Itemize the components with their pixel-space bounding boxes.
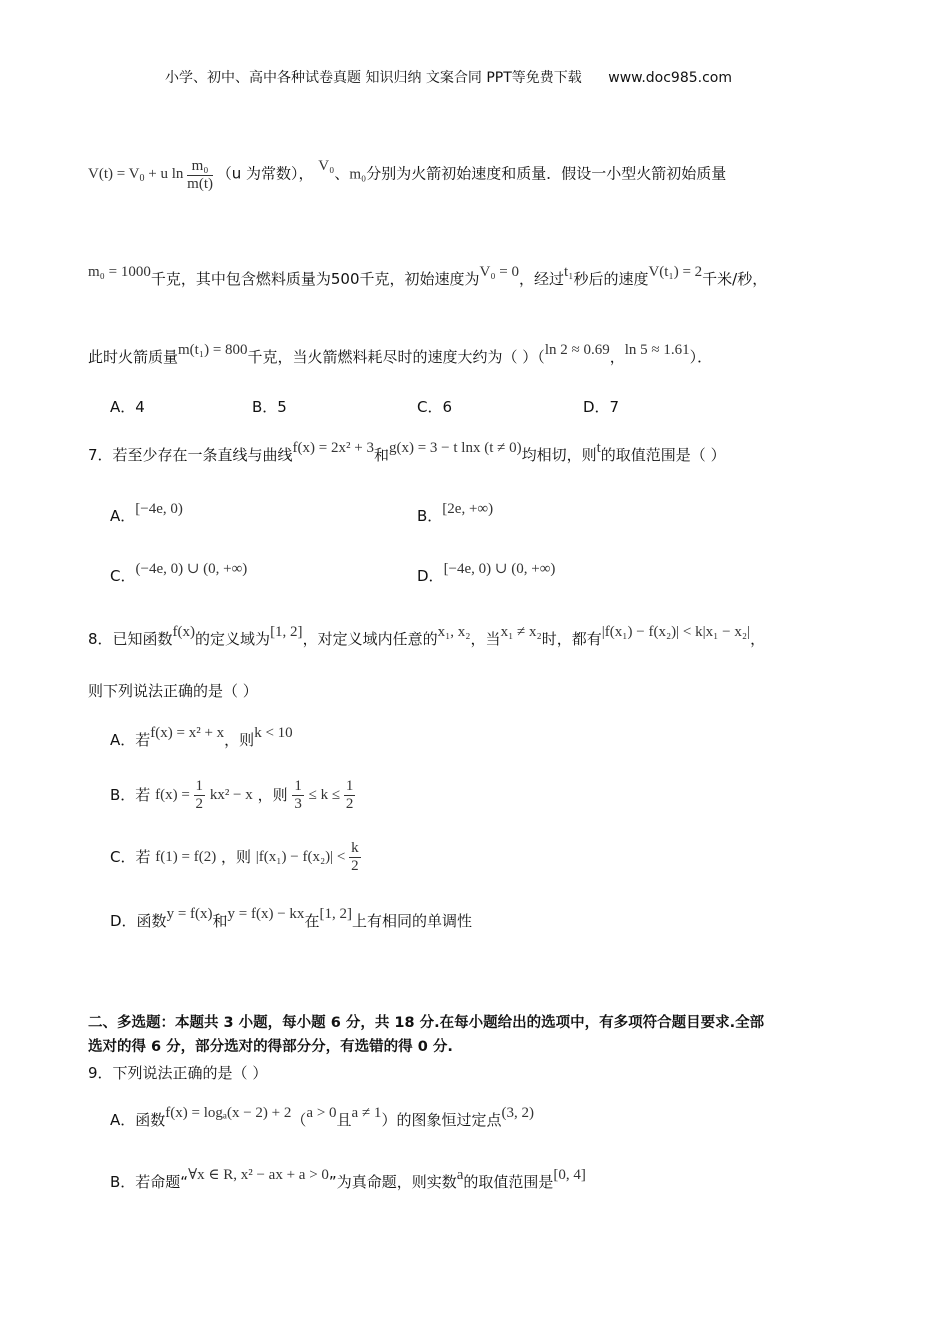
q8-stem-2: 则下列说法正确的是（ ） bbox=[88, 682, 258, 700]
q6-option-d: D．7 bbox=[583, 398, 620, 416]
header-url: www.doc985.com bbox=[608, 70, 732, 86]
q6-line-1: $V(t) = V_0 + u$ ln $\frac{\text{m₀}}{m(t)}$ （u 为常数）， V₀、m₀分别为火箭初始速度和质量．假设一小型火箭初始质量 bbox=[88, 158, 727, 192]
k-half-fraction: $\frac{k}{2}$ bbox=[351, 840, 359, 874]
q8-option-d: D．函数y = f(x)和y = f(x) − kx在[1, 2]上有相同的单调性 bbox=[110, 906, 472, 930]
q9-option-a: A．函数f(x) = logₐ(x − 2) + 2（a > 0且a ≠ 1）的图象恒过定点(3, 2) bbox=[110, 1105, 534, 1129]
velocity-formula: $V(t) = V_0 + u$ ln $\frac{\text{m₀}}{m(t)}$ bbox=[88, 158, 213, 192]
q6-line-3: 此时火箭质量m(t₁) = 800千克，当火箭燃料耗尽时的速度大约为（ ）（ln 2 ≈ 0.69，ln 5 ≈ 1.61）． bbox=[88, 342, 713, 366]
q6-line-2: m₀ = 1000千克，其中包含燃料质量为500千克，初始速度为V₀ = 0，经过t₁秒后的速度V(t₁) = 2千米/秒， bbox=[88, 264, 768, 288]
half-fraction: $\frac{1}{2}$ bbox=[195, 778, 204, 812]
section-2-heading: 二、多选题：本题共 3 小题，每小题 6 分，共 18 分.在每小题给出的选项中，有多项符合题目要求.全部 bbox=[88, 1015, 765, 1031]
q8-option-c: C．若 f(1) = f(2) ，则 |f(x₁) − f(x₂)| < $\frac{k}{2}$ bbox=[110, 840, 359, 874]
q8-option-b: B．若 f(x) = $\frac{1}{2}$ kx² − x ，则 $\frac{1}{3}$ ≤ k ≤ $\frac{1}{2}$ bbox=[110, 778, 354, 812]
q6-option-b: B．5 bbox=[252, 398, 287, 416]
third-fraction: $\frac{1}{3}$ bbox=[294, 778, 302, 812]
q8-stem: 8．已知函数f(x)的定义域为[1, 2]，对定义域内任意的x₁, x₂，当x₁ ≠ x₂时，都有|f(x₁) − f(x₂)| < k|x₁ − x₂|， bbox=[88, 624, 766, 648]
q7-option-c: C．(−4e, 0) ∪ (0, +∞) bbox=[110, 561, 248, 585]
q6-option-c: C．6 bbox=[417, 398, 453, 416]
q7-stem: 7．若至少存在一条直线与曲线f(x) = 2x² + 3和g(x) = 3 − t lnx (t ≠ 0)均相切，则t的取值范围是（ ） bbox=[88, 440, 726, 464]
section-2-heading-2: 选对的得 6 分，部分选对的得部分分，有选错的得 0 分. bbox=[88, 1039, 453, 1055]
q9-stem: 9．下列说法正确的是（ ） bbox=[88, 1064, 268, 1082]
q7-option-a: A．[−4e, 0) bbox=[110, 501, 183, 525]
q7-option-d: D．[−4e, 0) ∪ (0, +∞) bbox=[417, 561, 556, 585]
q9-option-b: B．若命题“∀x ∈ R, x² − ax + a > 0”为真命题，则实数a的取值范围是[0, 4] bbox=[110, 1167, 586, 1191]
header-text: 小学、初中、高中各种试卷真题 知识归纳 文案合同 PPT等免费下载 bbox=[165, 70, 582, 86]
q7-option-b: B．[2e, +∞) bbox=[417, 501, 494, 525]
page-header bbox=[165, 70, 732, 87]
q8-option-a: A．若f(x) = x² + x，则k < 10 bbox=[110, 725, 293, 749]
half-fraction-2: $\frac{1}{2}$ bbox=[345, 778, 354, 812]
mass-ratio-fraction: $\frac{\text{m₀}}{m(t)}$ bbox=[187, 158, 213, 192]
q6-option-a: A．4 bbox=[110, 398, 145, 416]
